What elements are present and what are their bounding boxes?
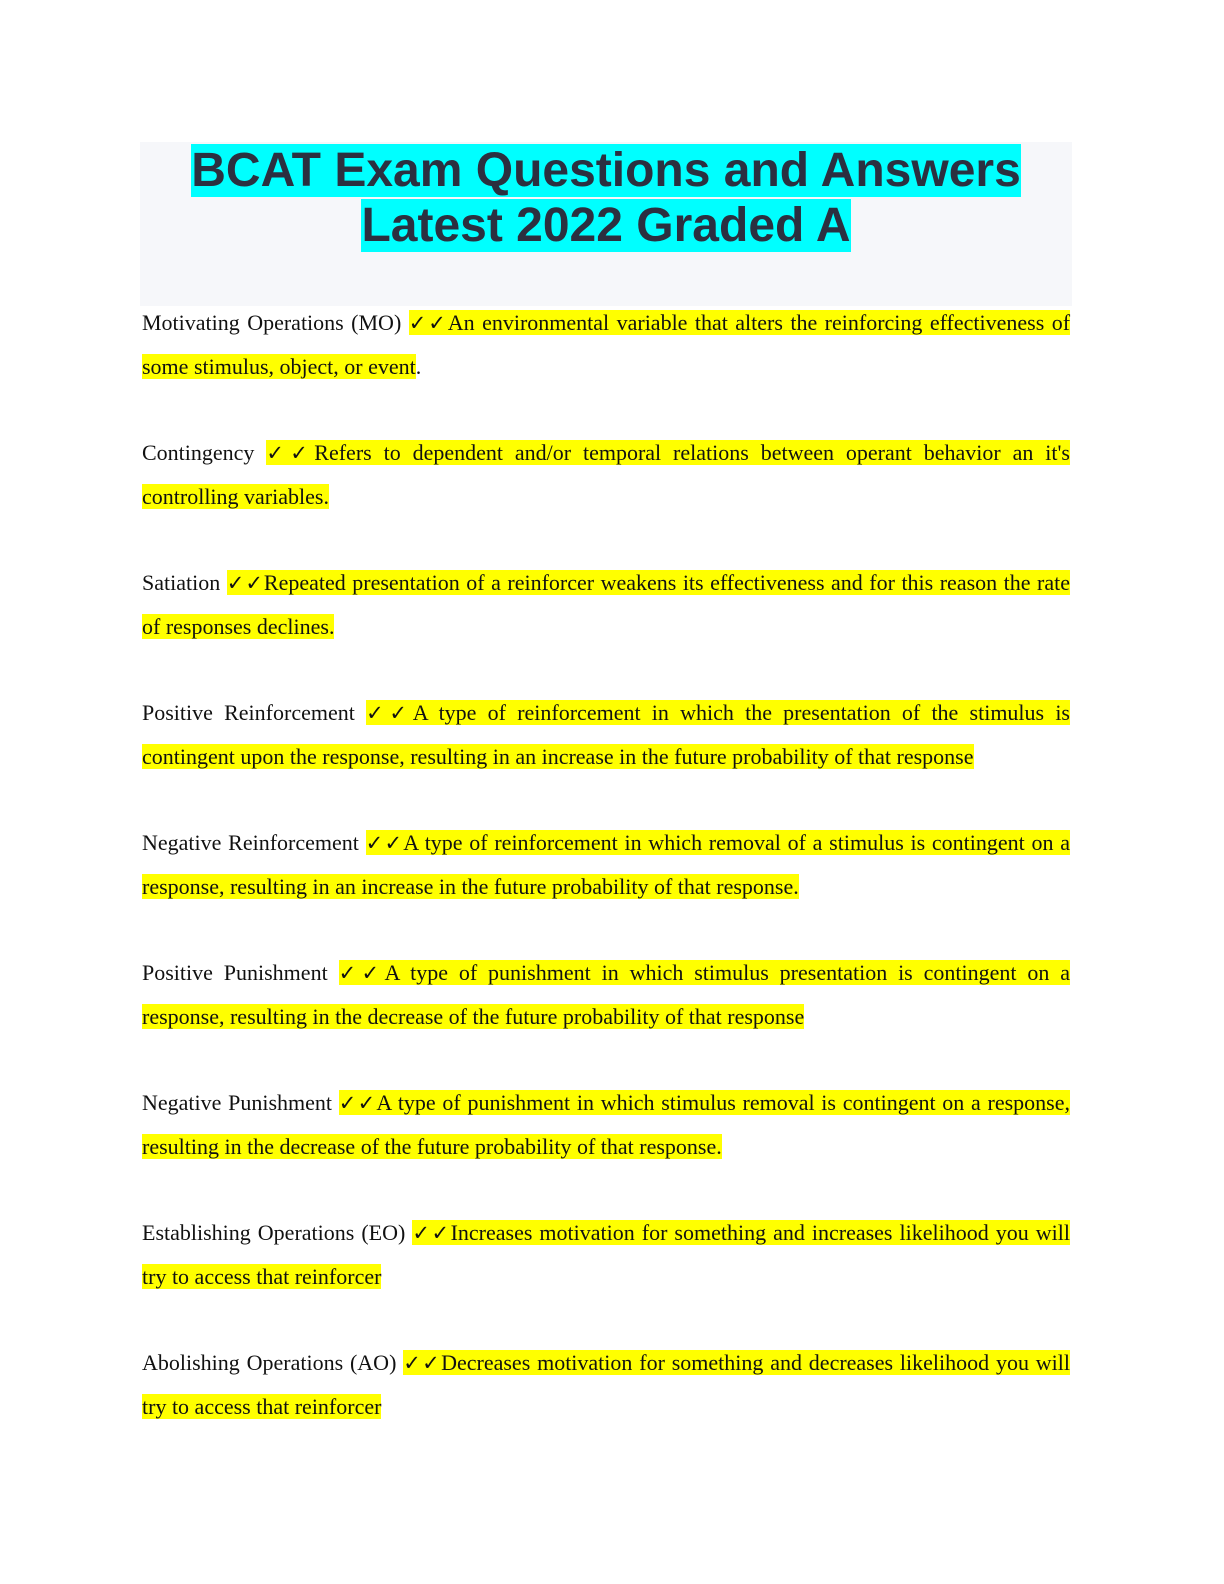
document-title bbox=[140, 142, 1072, 253]
qa-entry bbox=[142, 951, 1070, 1039]
double-check-icon: ✓✓ bbox=[226, 571, 264, 595]
qa-entry bbox=[142, 301, 1070, 389]
qa-entry bbox=[142, 431, 1070, 519]
double-check-icon: ✓✓ bbox=[338, 1091, 377, 1115]
entry-term: Abolishing Operations (AO) bbox=[142, 1350, 397, 1375]
double-check-icon: ✓✓ bbox=[403, 1351, 442, 1375]
entry-answer-highlight bbox=[142, 570, 1070, 639]
double-check-icon: ✓✓ bbox=[266, 441, 315, 465]
double-check-icon: ✓✓ bbox=[412, 1221, 451, 1245]
entry-answer: A type of reinforcement in which the presentation of the stimulus is contingent upon the response, resulting in an increase in the future probability of that response bbox=[142, 700, 1070, 769]
qa-entry bbox=[142, 1341, 1070, 1429]
entry-answer: A type of reinforcement in which removal of a stimulus is contingent on a response, resulting in an increase in the future probability of that response. bbox=[142, 830, 1070, 899]
entry-answer: Refers to dependent and/or temporal relations between operant behavior an it's controlling variables. bbox=[142, 440, 1070, 509]
entry-answer: An environmental variable that alters the reinforcing effectiveness of some stimulus, object, or event bbox=[142, 310, 1071, 379]
entry-term: Negative Reinforcement bbox=[142, 830, 359, 855]
title-line-1: BCAT Exam Questions and Answers bbox=[191, 144, 1021, 197]
entry-term: Negative Punishment bbox=[142, 1090, 333, 1115]
double-check-icon: ✓✓ bbox=[366, 701, 413, 725]
entry-term: Satiation bbox=[142, 570, 221, 595]
entry-term: Establishing Operations (EO) bbox=[142, 1220, 406, 1245]
entry-answer: Increases motivation for something and increases likelihood you will try to access that reinforcer bbox=[142, 1220, 1070, 1289]
entry-answer: A type of punishment in which stimulus presentation is contingent on a response, resulting in the decrease of the future probability of that response bbox=[142, 960, 1071, 1029]
entry-term: Contingency bbox=[142, 440, 255, 465]
qa-entry bbox=[142, 1211, 1070, 1299]
qa-entry bbox=[142, 691, 1070, 779]
qa-entry bbox=[142, 821, 1070, 909]
title-line-2: Latest 2022 Graded A bbox=[361, 199, 851, 252]
title-block bbox=[140, 142, 1072, 306]
entry-term: Motivating Operations (MO) bbox=[142, 310, 402, 335]
qa-entry bbox=[142, 1081, 1070, 1169]
double-check-icon: ✓✓ bbox=[408, 311, 448, 335]
entry-trail: . bbox=[415, 354, 422, 379]
qa-entry bbox=[142, 561, 1070, 649]
entry-answer: Repeated presentation of a reinforcer weakens its effectiveness and for this reason the rate of responses declines. bbox=[142, 570, 1070, 639]
entry-term: Positive Punishment bbox=[142, 960, 328, 985]
entry-term: Positive Reinforcement bbox=[142, 700, 355, 725]
qa-list bbox=[142, 301, 1070, 1471]
entry-answer: A type of punishment in which stimulus removal is contingent on a response, resulting in the decrease of the future probability of that response. bbox=[142, 1090, 1070, 1159]
double-check-icon: ✓✓ bbox=[365, 831, 404, 855]
double-check-icon: ✓✓ bbox=[338, 961, 385, 985]
entry-answer-highlight bbox=[142, 440, 1070, 509]
entry-answer: Decreases motivation for something and decreases likelihood you will try to access that reinforcer bbox=[142, 1350, 1070, 1419]
